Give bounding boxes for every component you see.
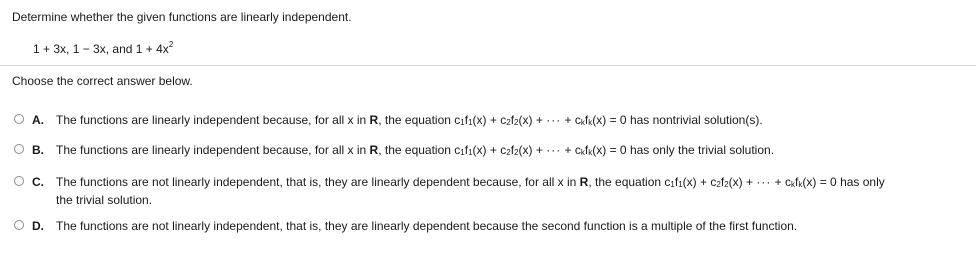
function-3: $1 + 4x^2$ xyxy=(135,40,174,56)
option-letter: C. xyxy=(32,175,44,189)
option-text: The functions are not linearly independent, that is, they are linearly dependent because the second function is a multiple of the first function. xyxy=(56,219,798,233)
exponent: 2 xyxy=(168,40,174,49)
radio-button-d[interactable] xyxy=(14,220,24,230)
question-prompt: Determine whether the given functions are linearly independent. xyxy=(12,10,352,24)
conjunction: and xyxy=(112,42,133,56)
radio-button-a[interactable] xyxy=(14,114,24,124)
option-letter: A. xyxy=(32,113,44,127)
function-list xyxy=(33,41,173,56)
function-2: 1 − 3x, xyxy=(72,42,110,56)
equation: $c_1f_1(x) + c_2f_2(x)$ + ··· + $c_kf_k(x) = 0$ xyxy=(454,143,627,157)
option-text: The functions are linearly independent because, for all x in R, the equation $c_1f_1(x) + c_2f_2(x)$ + ··· + $c_kf_k(x) = 0$ has only the trivial solution. xyxy=(56,143,775,157)
divider xyxy=(0,65,976,66)
radio-button-c[interactable] xyxy=(14,176,24,186)
radio-button-b[interactable] xyxy=(14,144,24,154)
equation: $c_1f_1(x) + c_2f_2(x)$ + ··· + $c_kf_k(x) = 0$ xyxy=(454,113,627,127)
option-text: The functions are linearly independent because, for all x in R, the equation $c_1f_1(x) + c_2f_2(x)$ + ··· + $c_kf_k(x) = 0$ has nontrivial solution(s). xyxy=(56,113,763,127)
equation: $c_1f_1(x) + c_2f_2(x)$ + ··· + $c_kf_k(x) = 0$ xyxy=(664,175,837,189)
instruction-text: Choose the correct answer below. xyxy=(12,74,193,88)
option-letter: D. xyxy=(32,219,44,233)
option-text: The functions are not linearly independent, that is, they are linearly dependent because, for all x in R, the equation $c_1f_1(x) + c_2f_2(x)$ + ··· + $c_kf_k(x) = 0$ has only xyxy=(56,175,885,189)
option-letter: B. xyxy=(32,143,44,157)
function-1: 1 + 3x, xyxy=(33,42,70,56)
option-text-continued: the trivial solution. xyxy=(56,193,153,207)
